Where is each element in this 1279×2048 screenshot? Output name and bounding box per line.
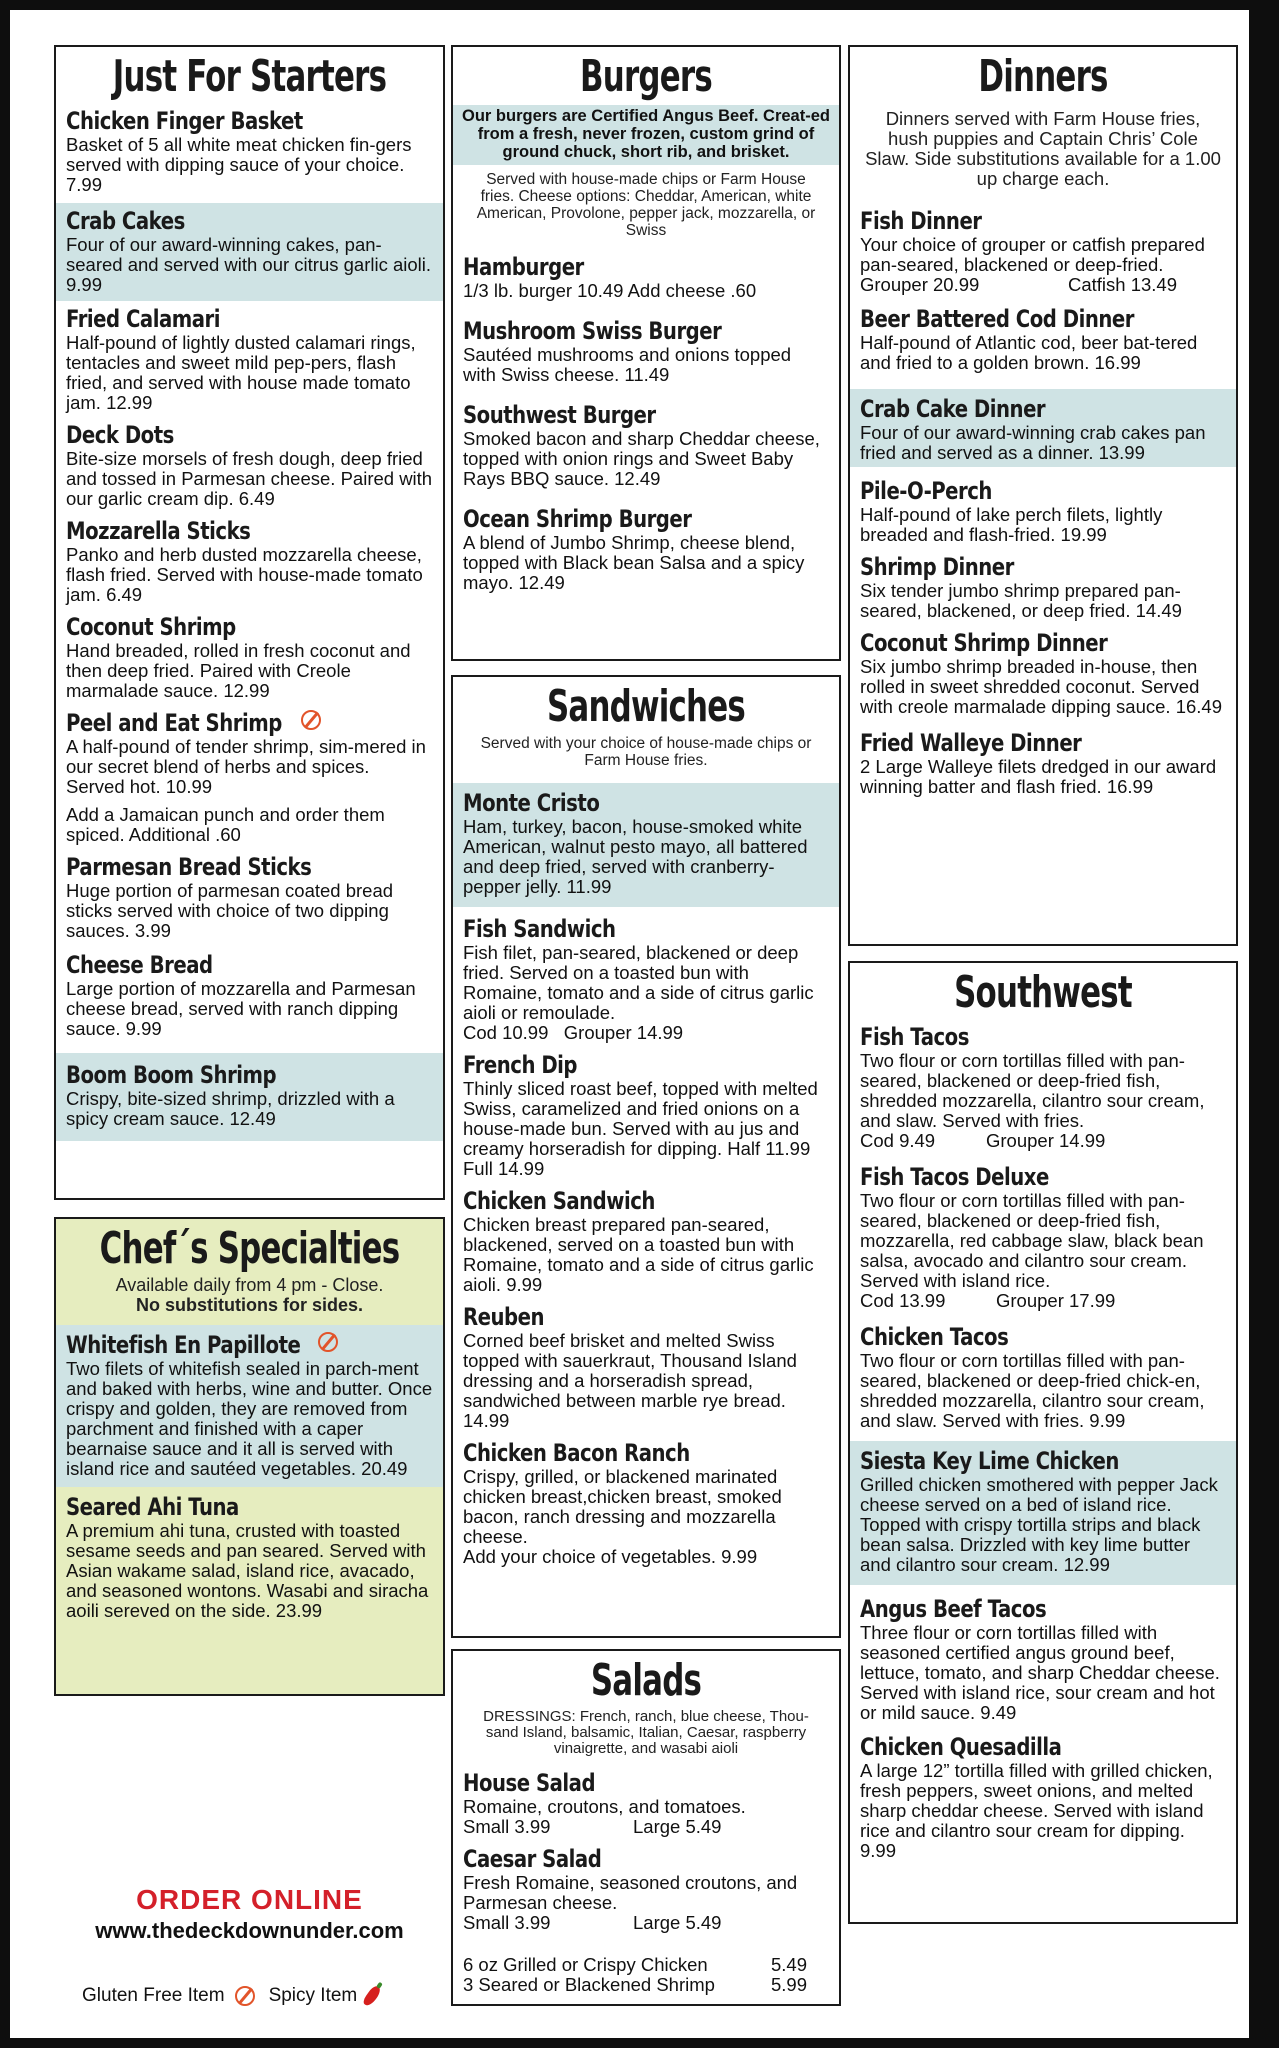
southwest-section [848, 961, 1238, 1924]
sandwiches-section [451, 675, 841, 1638]
salad-item: House Salad Romaine, croutons, and tomatoes. Small 3.99 Large 5.49 [463, 1769, 746, 1837]
dinners-title: Dinners [978, 51, 1108, 102]
sandwiches-note: Served with your choice of house-made chips or Farm House fries. [480, 735, 812, 769]
starters-title: Just For Starters [112, 51, 387, 102]
menu-page [10, 10, 1249, 2038]
legend [82, 1985, 377, 2007]
legend-spicy-label: Spicy Item [268, 1985, 358, 2006]
addon-row: 6 oz Grilled or Crispy Chicken 5.49 [463, 1954, 808, 1975]
starter-item: Parmesan Bread Sticks Huge portion of parmesan coated bread sticks served with choice of two dipping sauces. 3.99 [66, 853, 394, 941]
starter-item: Fried Calamari Half-pound of lightly dusted calamari rings, tentacles and sweet mild pep-pers, flash fried, and served with house made tomato jam. 12.99 [66, 305, 416, 413]
starter-item: Mozzarella Sticks Panko and herb dusted mozzarella cheese, flash fried. Served with house-made tomato jam. 6.49 [66, 517, 423, 605]
gluten-free-icon [301, 710, 321, 730]
southwest-title: Southwest [954, 967, 1132, 1018]
burger-item: Hamburger 1/3 lb. burger 10.49 Add cheese .60 [463, 253, 757, 301]
legend-gluten-free-label: Gluten Free Item [82, 1985, 225, 2006]
order-online [54, 1884, 445, 1944]
burgers-title: Burgers [580, 51, 712, 102]
salad-addons [453, 1955, 839, 1995]
sandwiches-title: Sandwiches [546, 681, 746, 732]
gluten-free-icon [318, 1332, 338, 1352]
southwest-item: Siesta Key Lime Chicken Grilled chicken smothered with pepper Jack cheese served on a bed of island rice. Topped with crispy tortilla strips and black bean salsa. Drizzled with key lime butter and cilantro sour cream. 12.99 [850, 1441, 1236, 1585]
specialties-note-bold: No substitutions for sides. [135, 1295, 363, 1315]
burgers-note: Served with house-made chips or Farm House fries. Cheese options: Cheddar, American, white American, Provolone, pepper jack, mozzarella, or Swiss [476, 171, 816, 239]
specialties-note: Available daily from 4 pm - Close. [115, 1275, 384, 1295]
starter-item: Chicken Finger Basket Basket of 5 all white meat chicken fin-gers served with dipping sauce of your choice. 7.99 [66, 107, 412, 195]
starter-item: Peel and Eat Shrimp A half-pound of tender shrimp, sim-mered in our secret blend of herbs and spices. Served hot. 10.99 Add a Jamaican punch and order them spiced. Additional .60 [66, 709, 426, 845]
order-online-label: ORDER ONLINE [136, 1884, 363, 1915]
dinners-section [848, 45, 1238, 946]
southwest-item: Angus Beef Tacos Three flour or corn tortillas filled with seasoned certified angus ground beef, lettuce, tomato, and sharp Cheddar cheese. Served with island rice, sour cream and hot or mild sauce. 9.49 [860, 1595, 1220, 1723]
starter-item: Boom Boom Shrimp Crispy, bite-sized shrimp, drizzled with a spicy cream sauce. 12.49 [56, 1053, 443, 1141]
sandwich-item: Fish Sandwich Fish filet, pan-seared, blackened or deep fried. Served on a toasted bun with Romaine, tomato and a side of citrus garlic aioli or remoulade. Cod 10.99 Grouper 14.99 [463, 915, 814, 1043]
starter-item: Coconut Shrimp Hand breaded, rolled in fresh coconut and then deep fried. Paired with Creole marmalade sauce. 12.99 [66, 613, 411, 701]
order-online-url[interactable]: www.thedeckdownunder.com [95, 1918, 404, 1943]
specialty-item: Whitefish En Papillote Two filets of whitefish sealed in parch-ment and baked with herbs, wine and butter. Once crispy and golden, they are removed from parchment and finished with a caper bearnaise sauce and it all is served with island rice and sautéed vegetables. 20.49 [56, 1325, 443, 1487]
southwest-item: Chicken Quesadilla A large 12” tortilla filled with grilled chicken, fresh peppers, sweet onions, and melted sharp cheddar cheese. Served with island rice and cilantro sour cream for dipping. 9.99 [860, 1733, 1213, 1861]
sandwich-item: Chicken Sandwich Chicken breast prepared pan-seared, blackened, served on a toasted bun with Romaine, tomato and a side of citrus garlic aioli. 9.99 [463, 1187, 814, 1295]
salads-note: DRESSINGS: French, ranch, blue cheese, Thou-sand Island, balsamic, Italian, Caesar, raspberry vinaigrette, and wasabi aioli [483, 1708, 809, 1757]
sandwich-item: Monte Cristo Ham, turkey, bacon, house-smoked white American, walnut pesto mayo, all battered and deep fried, served with cranberry-pepper jelly. 11.99 [453, 783, 839, 907]
southwest-item: Fish Tacos Deluxe Two flour or corn tortillas filled with pan-seared, blackened or deep-fried fish, mozzarella, red cabbage slaw, black bean salsa, avocado and cilantro sour cream. Served with island rice. Cod 13.99 Grouper 17.99 [860, 1163, 1204, 1311]
sandwich-item: Reuben Corned beef brisket and melted Swiss topped with sauerkraut, Thousand Island dressing and a horseradish spread, sandwiched between marble rye bread. 14.99 [463, 1303, 797, 1431]
salad-item: Caesar Salad Fresh Romaine, seasoned croutons, and Parmesan cheese. Small 3.99 Large 5.49 [463, 1845, 798, 1933]
southwest-item: Fish Tacos Two flour or corn tortillas filled with pan-seared, blackened or deep-fried fish, shredded mozzarella, cilantro sour cream, and slaw. Served with fries. Cod 9.49 Grouper 14.99 [860, 1023, 1205, 1151]
dinner-item: Coconut Shrimp Dinner Six jumbo shrimp breaded in-house, then rolled in sweet shredded coconut. Served with creole marmalade dipping sauce. 16.49 [860, 629, 1222, 717]
burger-item: Mushroom Swiss Burger Sautéed mushrooms and onions topped with Swiss cheese. 11.49 [463, 317, 792, 385]
dinner-item: Beer Battered Cod Dinner Half-pound of Atlantic cod, beer bat-tered and fried to a golden brown. 16.99 [860, 305, 1198, 373]
burger-item: Ocean Shrimp Burger A blend of Jumbo Shrimp, cheese blend, topped with Black bean Salsa and a spicy mayo. 12.49 [463, 505, 805, 593]
addon-row: 3 Seared or Blackened Shrimp 5.99 [463, 1974, 808, 1995]
specialties-title: Chef´s Specialties [99, 1223, 400, 1274]
sandwich-item: Chicken Bacon Ranch Crispy, grilled, or blackened marinated chicken breast,chicken breast, smoked bacon, ranch dressing and mozzarella cheese. Add your choice of vegetables. 9.99 [463, 1439, 782, 1567]
burgers-banner: Our burgers are Certified Angus Beef. Creat-ed from a fresh, never frozen, custom grind of ground chuck, short rib, and brisket. [453, 105, 839, 165]
specialties-section [54, 1217, 445, 1696]
dinner-item: Fried Walleye Dinner 2 Large Walleye filets dredged in our award winning batter and flash fried. 16.99 [860, 729, 1217, 797]
dinner-item: Fish Dinner Your choice of grouper or catfish prepared pan-seared, blackened or deep-fried. Grouper 20.99 Catfish 13.49 [860, 207, 1205, 295]
specialty-item: Seared Ahi Tuna A premium ahi tuna, crusted with toasted sesame seeds and pan seared. Served with Asian wakame salad, island rice, avacado, and seasoned wontons. Wasabi and siracha aoili sereved on the side. 23.99 [56, 1487, 443, 1621]
dinner-item: Crab Cake Dinner Four of our award-winning crab cakes pan fried and served as a dinner. 13.99 [850, 389, 1236, 467]
burger-item: Southwest Burger Smoked bacon and sharp Cheddar cheese, topped with onion rings and Sweet Baby Rays BBQ sauce. 12.49 [463, 401, 820, 489]
starter-item: Cheese Bread Large portion of mozzarella and Parmesan cheese bread, served with ranch dipping sauce. 9.99 [66, 951, 416, 1039]
sandwich-item: French Dip Thinly sliced roast beef, topped with melted Swiss, caramelized and fried onions on a house-made bun. Served with au jus and creamy horseradish for dipping. Half 11.99 Full 14.99 [463, 1051, 818, 1179]
starter-item: Crab Cakes Four of our award-winning cakes, pan-seared and served with our citrus garlic aioli. 9.99 [56, 203, 443, 301]
chili-pepper-icon [362, 1984, 383, 2008]
dinner-item: Shrimp Dinner Six tender jumbo shrimp prepared pan-seared, blackened, or deep fried. 14.49 [860, 553, 1182, 621]
starters-section [54, 45, 445, 1200]
dinners-note: Dinners served with Farm House fries, hush puppies and Captain Chris’ Cole Slaw. Side substitutions available for a 1.00 up charge each. [865, 108, 1221, 189]
southwest-item: Chicken Tacos Two flour or corn tortillas filled with pan-seared, blackened or deep-fried chick-en, shredded mozzarella, cilantro sour cream, and slaw. Served with fries. 9.99 [860, 1323, 1205, 1431]
salads-section [451, 1649, 841, 2006]
starter-item: Deck Dots Bite-size morsels of fresh dough, deep fried and tossed in Parmesan cheese. Paired with our garlic cream dip. 6.49 [66, 421, 433, 509]
gluten-free-icon [235, 1986, 255, 2006]
salads-title: Salads [590, 1655, 702, 1706]
burgers-section [451, 45, 841, 661]
dinner-item: Pile-O-Perch Half-pound of lake perch filets, lightly breaded and flash-fried. 19.99 [860, 477, 1163, 545]
